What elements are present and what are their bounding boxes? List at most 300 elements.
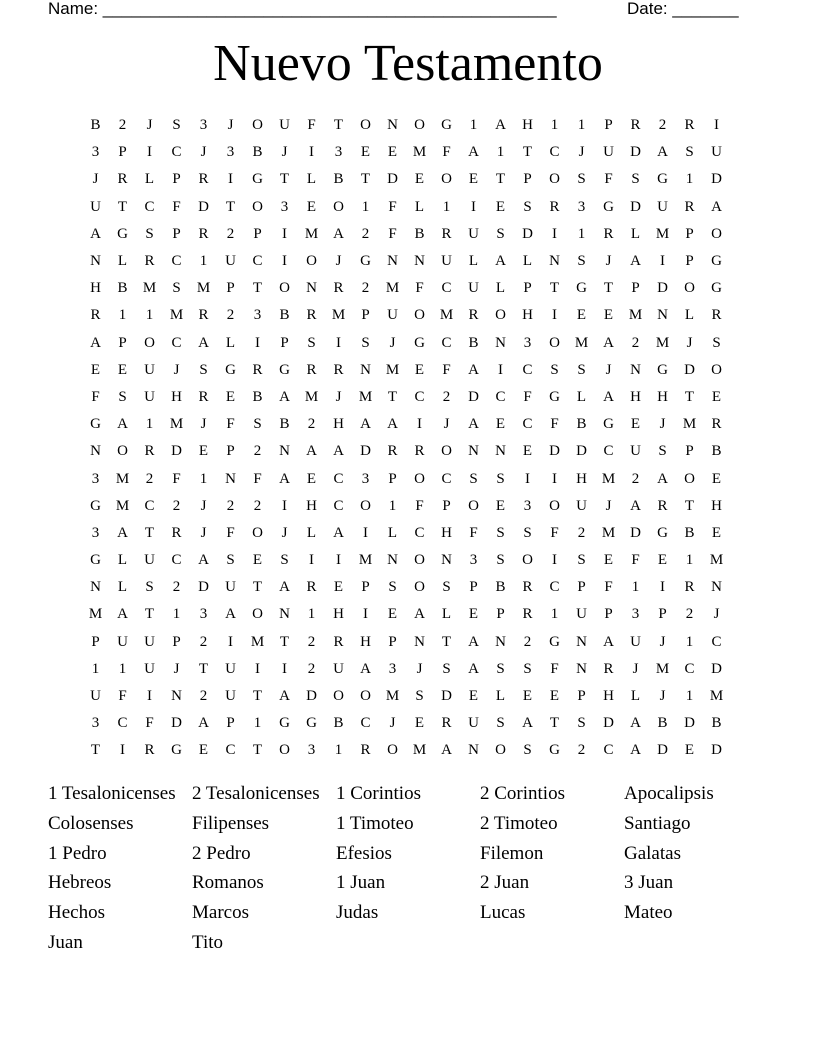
grid-letter[interactable]: S [685,144,694,161]
grid-letter[interactable]: O [144,334,155,351]
grid-letter[interactable]: F [415,280,424,297]
grid-letter[interactable]: D [306,688,317,705]
grid-letter[interactable]: C [252,253,263,270]
grid-letter[interactable]: E [117,361,128,378]
grid-letter[interactable]: U [225,660,236,677]
grid-letter[interactable]: P [280,334,289,351]
grid-letter[interactable]: J [281,144,288,161]
grid-letter[interactable]: 2 [685,606,694,623]
grid-letter[interactable]: N [441,552,452,569]
grid-letter[interactable]: S [469,470,478,487]
grid-letter[interactable]: T [252,280,263,297]
grid-letter[interactable]: O [414,470,425,487]
grid-letter[interactable]: C [333,497,344,514]
grid-letter[interactable]: 3 [199,117,208,134]
grid-letter[interactable]: J [659,633,666,650]
grid-letter[interactable]: R [549,198,560,215]
grid-letter[interactable]: D [576,443,587,460]
grid-letter[interactable]: G [252,171,263,188]
grid-letter[interactable]: E [225,388,236,405]
grid-letter[interactable]: T [684,388,695,405]
grid-letter[interactable]: R [90,307,101,324]
grid-letter[interactable]: S [496,524,505,541]
grid-letter[interactable]: E [414,361,425,378]
grid-letter[interactable]: L [306,171,317,188]
grid-letter[interactable]: U [225,579,236,596]
grid-letter[interactable]: T [360,171,371,188]
grid-letter[interactable]: A [657,470,668,487]
grid-letter[interactable]: R [414,443,425,460]
grid-letter[interactable]: G [360,253,371,270]
grid-letter[interactable]: A [306,443,317,460]
grid-letter[interactable]: 1 [685,552,694,569]
grid-letter[interactable]: O [684,470,695,487]
grid-letter[interactable]: E [495,198,506,215]
grid-letter[interactable]: 2 [172,497,181,514]
grid-letter[interactable]: O [360,688,371,705]
grid-letter[interactable]: H [333,416,344,433]
grid-letter[interactable]: U [576,497,587,514]
grid-letter[interactable]: N [387,253,398,270]
grid-letter[interactable]: C [549,144,560,161]
grid-letter[interactable]: E [495,416,506,433]
grid-letter[interactable]: L [306,524,317,541]
grid-letter[interactable]: C [522,416,533,433]
grid-letter[interactable]: H [522,117,533,134]
grid-letter[interactable]: C [711,633,722,650]
grid-letter[interactable]: D [198,198,209,215]
grid-letter[interactable]: O [711,225,722,242]
grid-letter[interactable]: E [468,606,479,623]
grid-letter[interactable]: D [657,742,668,759]
grid-letter[interactable]: A [495,253,506,270]
grid-letter[interactable]: L [522,253,533,270]
grid-letter[interactable]: 1 [145,416,154,433]
grid-letter[interactable]: P [685,253,694,270]
grid-letter[interactable]: D [711,742,722,759]
grid-letter[interactable]: 1 [685,171,694,188]
grid-letter[interactable]: E [414,715,425,732]
grid-letter[interactable]: A [279,470,290,487]
grid-letter[interactable]: I [336,552,341,569]
grid-letter[interactable]: N [468,742,479,759]
grid-letter[interactable]: N [414,633,425,650]
grid-letter[interactable]: M [412,144,427,161]
grid-letter[interactable]: P [388,470,397,487]
grid-letter[interactable]: E [603,307,614,324]
grid-letter[interactable]: A [630,497,641,514]
grid-letter[interactable]: S [172,117,181,134]
grid-letter[interactable]: E [603,552,614,569]
grid-letter[interactable]: O [252,606,263,623]
grid-letter[interactable]: U [144,633,155,650]
grid-letter[interactable]: A [360,660,371,677]
grid-letter[interactable]: J [335,388,342,405]
grid-letter[interactable]: S [145,579,154,596]
grid-letter[interactable]: E [522,688,533,705]
grid-letter[interactable]: A [333,225,344,242]
grid-letter[interactable]: A [468,416,479,433]
grid-letter[interactable]: G [279,715,290,732]
grid-letter[interactable]: I [363,606,368,623]
grid-letter[interactable]: I [336,334,341,351]
date-field-label[interactable]: Date: _______ [627,0,739,18]
grid-letter[interactable]: D [171,715,182,732]
grid-letter[interactable]: T [549,280,560,297]
grid-letter[interactable]: C [144,198,155,215]
grid-letter[interactable]: O [495,307,506,324]
grid-letter[interactable]: A [414,606,425,623]
grid-letter[interactable]: D [684,361,695,378]
grid-letter[interactable]: U [657,198,668,215]
grid-letter[interactable]: J [578,144,585,161]
grid-letter[interactable]: O [279,742,290,759]
grid-letter[interactable]: I [228,171,233,188]
grid-letter[interactable]: D [360,443,371,460]
grid-letter[interactable]: M [709,688,724,705]
grid-letter[interactable]: E [414,171,425,188]
grid-letter[interactable]: P [172,171,181,188]
grid-letter[interactable]: L [387,524,398,541]
grid-letter[interactable]: R [117,171,128,188]
grid-letter[interactable]: S [361,334,370,351]
grid-letter[interactable]: I [363,524,368,541]
grid-letter[interactable]: P [361,579,370,596]
grid-letter[interactable]: S [415,688,424,705]
grid-letter[interactable]: R [144,443,155,460]
grid-letter[interactable]: R [522,579,533,596]
grid-letter[interactable]: 3 [199,606,208,623]
grid-letter[interactable]: N [279,606,290,623]
grid-letter[interactable]: 2 [442,388,451,405]
grid-letter[interactable]: E [333,579,344,596]
grid-letter[interactable]: F [307,117,316,134]
grid-letter[interactable]: 2 [361,280,370,297]
grid-letter[interactable]: O [414,552,425,569]
grid-letter[interactable]: E [711,470,722,487]
grid-letter[interactable]: M [88,606,103,623]
grid-letter[interactable]: D [387,171,398,188]
grid-letter[interactable]: R [198,388,209,405]
grid-letter[interactable]: J [389,334,396,351]
grid-letter[interactable]: U [144,388,155,405]
grid-letter[interactable]: G [603,198,614,215]
grid-letter[interactable]: L [495,280,506,297]
grid-letter[interactable]: U [144,552,155,569]
grid-letter[interactable]: H [90,280,101,297]
grid-letter[interactable]: 3 [361,470,370,487]
grid-letter[interactable]: 1 [199,253,208,270]
grid-letter[interactable]: B [495,579,506,596]
grid-letter[interactable]: 1 [577,117,586,134]
grid-letter[interactable]: R [198,225,209,242]
grid-letter[interactable]: O [333,198,344,215]
grid-letter[interactable]: I [525,470,530,487]
grid-letter[interactable]: R [684,579,695,596]
grid-letter[interactable]: B [414,225,425,242]
grid-letter[interactable]: 2 [631,470,640,487]
grid-letter[interactable]: M [412,742,427,759]
grid-letter[interactable]: A [387,416,398,433]
grid-letter[interactable]: A [198,715,209,732]
grid-letter[interactable]: O [306,253,317,270]
grid-letter[interactable]: O [414,579,425,596]
grid-letter[interactable]: J [713,606,720,623]
grid-letter[interactable]: P [118,144,127,161]
grid-letter[interactable]: J [92,171,99,188]
grid-letter[interactable]: G [279,361,290,378]
grid-letter[interactable]: H [306,497,317,514]
name-field-label[interactable]: Name: ________________________________________________ [48,0,557,18]
grid-letter[interactable]: T [684,497,695,514]
grid-letter[interactable]: F [442,361,451,378]
grid-letter[interactable]: U [441,253,452,270]
grid-letter[interactable]: 2 [307,633,316,650]
grid-letter[interactable]: B [468,334,479,351]
grid-letter[interactable]: G [711,280,722,297]
grid-letter[interactable]: T [522,144,533,161]
grid-letter[interactable]: J [659,688,666,705]
grid-letter[interactable]: C [117,715,128,732]
grid-letter[interactable]: S [577,361,586,378]
grid-letter[interactable]: J [443,416,450,433]
grid-letter[interactable]: C [333,470,344,487]
grid-letter[interactable]: E [387,144,398,161]
grid-letter[interactable]: D [522,225,533,242]
grid-letter[interactable]: G [117,225,128,242]
grid-letter[interactable]: 3 [469,552,478,569]
grid-letter[interactable]: R [468,307,479,324]
grid-letter[interactable]: A [441,742,452,759]
grid-letter[interactable]: H [603,688,614,705]
grid-letter[interactable]: H [333,606,344,623]
grid-letter[interactable]: O [414,307,425,324]
grid-letter[interactable]: F [523,388,532,405]
grid-letter[interactable]: E [576,307,587,324]
grid-letter[interactable]: H [171,388,182,405]
grid-letter[interactable]: S [442,579,451,596]
grid-letter[interactable]: N [360,361,371,378]
grid-letter[interactable]: I [714,117,719,134]
grid-letter[interactable]: E [630,416,641,433]
grid-letter[interactable]: L [144,171,155,188]
grid-letter[interactable]: P [685,225,694,242]
grid-letter[interactable]: I [471,198,476,215]
grid-letter[interactable]: U [225,688,236,705]
grid-letter[interactable]: 1 [577,225,586,242]
grid-letter[interactable]: B [576,416,587,433]
grid-letter[interactable]: I [552,552,557,569]
grid-letter[interactable]: P [523,171,532,188]
grid-letter[interactable]: T [252,688,263,705]
grid-letter[interactable]: O [117,443,128,460]
grid-letter[interactable]: L [630,688,641,705]
grid-letter[interactable]: 1 [442,198,451,215]
grid-letter[interactable]: C [171,334,182,351]
grid-letter[interactable]: G [90,552,101,569]
grid-letter[interactable]: S [307,334,316,351]
grid-letter[interactable]: G [225,361,236,378]
grid-letter[interactable]: C [441,280,452,297]
grid-letter[interactable]: C [171,144,182,161]
grid-letter[interactable]: C [441,470,452,487]
grid-letter[interactable]: 3 [91,524,100,541]
grid-letter[interactable]: O [360,497,371,514]
grid-letter[interactable]: J [281,524,288,541]
grid-letter[interactable]: M [574,334,589,351]
grid-letter[interactable]: M [169,307,184,324]
grid-letter[interactable]: F [442,144,451,161]
grid-letter[interactable]: L [576,388,587,405]
grid-letter[interactable]: H [360,633,371,650]
grid-letter[interactable]: A [117,606,128,623]
grid-letter[interactable]: E [198,443,209,460]
grid-letter[interactable]: B [711,443,722,460]
grid-letter[interactable]: G [549,742,560,759]
grid-letter[interactable]: B [117,280,128,297]
grid-letter[interactable]: G [603,416,614,433]
grid-letter[interactable]: T [198,660,209,677]
grid-letter[interactable]: P [226,443,235,460]
grid-letter[interactable]: A [333,443,344,460]
grid-letter[interactable]: C [549,579,560,596]
grid-letter[interactable]: 2 [253,443,262,460]
grid-letter[interactable]: O [522,552,533,569]
grid-letter[interactable]: 2 [253,497,262,514]
grid-letter[interactable]: C [414,388,425,405]
grid-letter[interactable]: F [253,470,262,487]
grid-letter[interactable]: M [115,497,130,514]
grid-letter[interactable]: E [468,171,479,188]
grid-letter[interactable]: F [550,416,559,433]
grid-letter[interactable]: A [198,334,209,351]
grid-letter[interactable]: M [385,280,400,297]
grid-letter[interactable]: O [711,361,722,378]
grid-letter[interactable]: 1 [253,715,262,732]
grid-letter[interactable]: S [577,171,586,188]
grid-letter[interactable]: M [655,660,670,677]
grid-letter[interactable]: D [603,715,614,732]
grid-letter[interactable]: T [495,171,506,188]
grid-letter[interactable]: B [252,388,263,405]
grid-letter[interactable]: T [90,742,101,759]
grid-letter[interactable]: S [226,552,235,569]
grid-letter[interactable]: A [279,579,290,596]
grid-letter[interactable]: S [496,552,505,569]
grid-letter[interactable]: F [388,198,397,215]
grid-letter[interactable]: N [90,579,101,596]
grid-letter[interactable]: J [173,660,180,677]
grid-letter[interactable]: S [658,443,667,460]
grid-letter[interactable]: I [120,742,125,759]
grid-letter[interactable]: I [282,660,287,677]
grid-letter[interactable]: T [225,198,236,215]
grid-letter[interactable]: 1 [307,606,316,623]
grid-letter[interactable]: O [252,198,263,215]
grid-letter[interactable]: 3 [253,307,262,324]
grid-letter[interactable]: D [630,198,641,215]
grid-letter[interactable]: A [279,688,290,705]
grid-letter[interactable]: O [252,117,263,134]
grid-letter[interactable]: C [603,742,614,759]
grid-letter[interactable]: I [552,225,557,242]
grid-letter[interactable]: S [496,660,505,677]
grid-letter[interactable]: N [306,280,317,297]
grid-letter[interactable]: 1 [361,198,370,215]
grid-letter[interactable]: A [468,144,479,161]
grid-letter[interactable]: D [549,443,560,460]
grid-letter[interactable]: B [333,171,344,188]
grid-letter[interactable]: B [711,715,722,732]
grid-letter[interactable]: P [361,307,370,324]
grid-letter[interactable]: O [549,171,560,188]
grid-letter[interactable]: 1 [388,497,397,514]
grid-letter[interactable]: U [711,144,722,161]
grid-letter[interactable]: 1 [172,606,181,623]
grid-letter[interactable]: A [603,633,614,650]
grid-letter[interactable]: A [495,117,506,134]
grid-letter[interactable]: A [225,606,236,623]
grid-letter[interactable]: T [333,117,344,134]
grid-letter[interactable]: R [603,225,614,242]
grid-letter[interactable]: I [228,633,233,650]
grid-letter[interactable]: H [576,470,587,487]
grid-letter[interactable]: L [117,579,128,596]
grid-letter[interactable]: H [522,307,533,324]
grid-letter[interactable]: M [250,633,265,650]
grid-letter[interactable]: A [468,633,479,650]
grid-letter[interactable]: L [630,225,641,242]
grid-letter[interactable]: U [225,253,236,270]
grid-letter[interactable]: F [226,524,235,541]
grid-letter[interactable]: N [576,660,587,677]
grid-letter[interactable]: O [252,524,263,541]
grid-letter[interactable]: P [685,443,694,460]
grid-letter[interactable]: H [630,388,641,405]
grid-letter[interactable]: J [659,416,666,433]
grid-letter[interactable]: I [147,144,152,161]
grid-letter[interactable]: E [387,606,398,623]
grid-letter[interactable]: R [630,117,641,134]
grid-letter[interactable]: 2 [523,633,532,650]
grid-letter[interactable]: U [90,688,101,705]
grid-letter[interactable]: R [441,225,452,242]
grid-letter[interactable]: D [684,715,695,732]
grid-letter[interactable]: S [172,280,181,297]
grid-letter[interactable]: S [199,361,208,378]
grid-letter[interactable]: L [117,253,128,270]
grid-letter[interactable]: T [603,280,614,297]
grid-letter[interactable]: O [279,280,290,297]
grid-letter[interactable]: R [684,117,695,134]
grid-letter[interactable]: N [549,253,560,270]
grid-letter[interactable]: N [90,253,101,270]
grid-letter[interactable]: C [522,361,533,378]
grid-letter[interactable]: M [682,416,697,433]
grid-letter[interactable]: S [442,660,451,677]
grid-letter[interactable]: I [147,688,152,705]
grid-letter[interactable]: G [414,334,425,351]
grid-letter[interactable]: I [282,253,287,270]
grid-letter[interactable]: D [468,388,479,405]
grid-letter[interactable]: J [686,334,693,351]
grid-letter[interactable]: P [118,334,127,351]
grid-letter[interactable]: M [439,307,454,324]
grid-letter[interactable]: T [117,198,128,215]
grid-letter[interactable]: I [282,497,287,514]
grid-letter[interactable]: 3 [280,198,289,215]
grid-letter[interactable]: U [630,633,641,650]
